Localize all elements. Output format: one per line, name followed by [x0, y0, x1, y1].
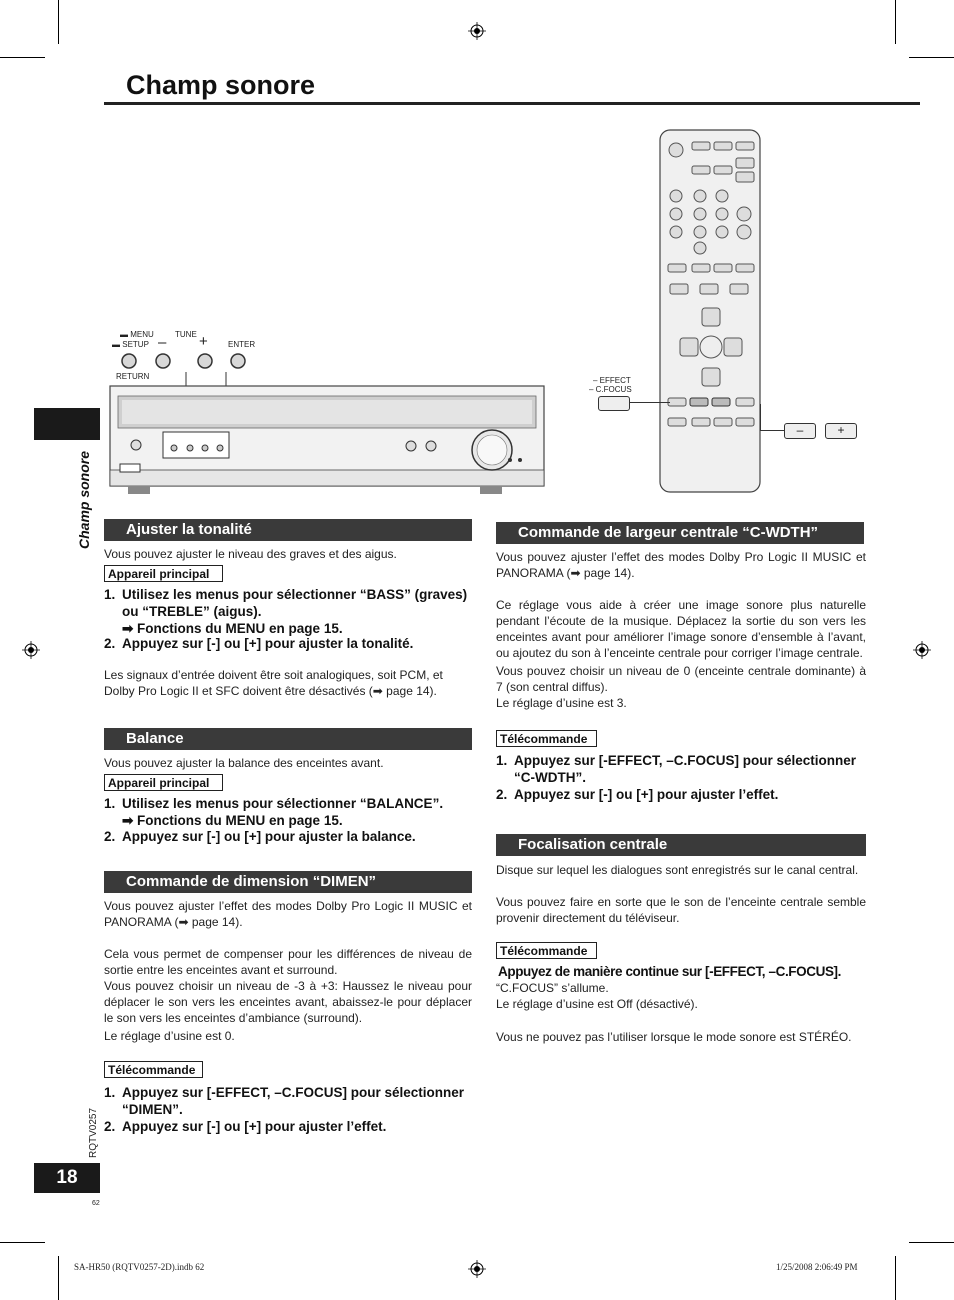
remote-control-illustration [658, 128, 762, 494]
dimen-para-3: Vous pouvez choisir un niveau de -3 à +3: Haussez le niveau pour déplacer le son vers les enceintes avant, abaissez-le pour déplacer le son vers les enceintes d’ambiance (surround). [104, 979, 472, 1025]
setup-label: ▬ SETUP [112, 340, 149, 349]
tonalite-note: Les signaux d’entrée doivent être soit analogiques, soit PCM, et Dolby Pro Logic II et SFC doivent être désactivés (➡ page 14). [104, 668, 443, 698]
crop-mark [895, 0, 896, 44]
dimen-para-4: Le réglage d’usine est 0. [104, 1029, 235, 1043]
footer-file-info: SA-HR50 (RQTV0257-2D).indb 62 [74, 1262, 205, 1272]
footer-timestamp: 1/25/2008 2:06:49 PM [776, 1262, 858, 1272]
cfocus-label: – C.FOCUS [589, 385, 632, 394]
callout-line [630, 402, 670, 403]
dimen-para-1: Vous pouvez ajuster l’effet des modes Dolby Pro Logic II MUSIC et PANORAMA (➡ page 14). [104, 899, 472, 929]
cwdth-para-4: Le réglage d’usine est 3. [496, 696, 627, 710]
focus-instruction: Appuyez de manière continue sur [-EFFECT, –C.FOCUS]. [498, 964, 841, 979]
tonalite-step-1: 1. Utilisez les menus pour sélectionner “BASS” (graves) ou “TREBLE” (aigus). ➡ Fonctions du MENU en page 15. [104, 587, 468, 636]
dimen-step-1: 1. Appuyez sur [-EFFECT, –C.FOCUS] pour sélectionner “DIMEN”. [104, 1085, 465, 1117]
crop-mark [909, 57, 954, 58]
section-heading-balance: Balance [104, 728, 472, 750]
balance-intro: Vous pouvez ajuster la balance des enceintes avant. [104, 756, 384, 770]
crop-mark [909, 1242, 954, 1243]
crop-mark [58, 1256, 59, 1300]
callout-line [760, 430, 784, 431]
return-label: RETURN [116, 372, 150, 381]
telecommande-label: Télécommande [496, 730, 597, 747]
effect-button-callout [598, 396, 630, 411]
section-heading-cwdth: Commande de largeur centrale “C-WDTH” [496, 522, 864, 544]
side-tab-marker [34, 408, 100, 440]
effect-label: – EFFECT [593, 376, 631, 385]
page-title: Champ sonore [126, 70, 316, 100]
minus-label: – [158, 334, 167, 351]
dimen-para-2: Cela vous permet de compenser pour les différences de niveau de sortie entre les enceintes avant et surround. [104, 947, 472, 977]
small-page-number: 62 [92, 1200, 100, 1207]
crop-mark [0, 1242, 45, 1243]
balance-step-1: 1. Utilisez les menus pour sélectionner “BALANCE”. ➡ Fonctions du MENU en page 15. [104, 796, 444, 828]
section-heading-focus: Focalisation centrale [496, 834, 866, 856]
registration-mark-icon [22, 641, 40, 659]
page-number: 18 [34, 1163, 100, 1193]
cwdth-para-1: Vous pouvez ajuster l’effet des modes Dolby Pro Logic II MUSIC et PANORAMA (➡ page 14). [496, 550, 866, 580]
dimen-step-2: 2. Appuyez sur [-] ou [+] pour ajuster l’effet. [104, 1119, 387, 1134]
title-divider [104, 102, 920, 105]
focus-para-2: Vous pouvez faire en sorte que le son de l’enceinte centrale semble provenir directement du téléviseur. [496, 895, 866, 925]
section-heading-dimen: Commande de dimension “DIMEN” [104, 871, 472, 893]
crop-mark [0, 57, 45, 58]
tonalite-step-2: 2. Appuyez sur [-] ou [+] pour ajuster la tonalité. [104, 636, 414, 651]
doc-code: RQTV0257 [88, 1107, 99, 1158]
menu-label: ▬ MENU [120, 330, 154, 339]
tonalite-intro: Vous pouvez ajuster le niveau des graves et des aigus. [104, 547, 397, 561]
cwdth-step-2: 2. Appuyez sur [-] ou [+] pour ajuster l’effet. [496, 787, 779, 802]
registration-mark-icon [468, 22, 486, 40]
crop-mark [58, 0, 59, 44]
cwdth-step-1: 1. Appuyez sur [-EFFECT, –C.FOCUS] pour sélectionner “C-WDTH”. [496, 753, 857, 785]
focus-instruction-2: “C.FOCUS” s’allume. [496, 981, 609, 995]
callout-line [760, 404, 761, 430]
appareil-principal-label: Appareil principal [104, 774, 223, 791]
main-unit-illustration [108, 350, 548, 496]
enter-label: ENTER [228, 340, 256, 349]
plus-label: + [199, 333, 208, 350]
telecommande-label: Télécommande [104, 1061, 203, 1078]
section-heading-tonalite: Ajuster la tonalité [104, 519, 472, 541]
tune-label: TUNE [175, 330, 197, 339]
plus-button-callout: + [825, 423, 857, 439]
focus-note: Vous ne pouvez pas l’utiliser lorsque le mode sonore est STÉRÉO. [496, 1030, 852, 1044]
focus-instruction-3: Le réglage d’usine est Off (désactivé). [496, 997, 698, 1011]
side-label: Champ sonore [76, 450, 92, 549]
cwdth-para-2: Ce réglage vous aide à créer une image sonore plus naturelle pendant l’écoute de la musique. Déplacez la sortie du son vers les enceintes avant pour améliorer l’image sonore d’ensemble à l’avant, ou ajoutez du son à l’enceinte centrale pour corriger l’image centrale. [496, 598, 866, 660]
cwdth-para-3: Vous pouvez choisir un niveau de 0 (enceinte centrale dominante) à 7 (son central diffus). [496, 664, 866, 694]
focus-para-1: Disque sur lequel les dialogues sont enregistrés sur le canal central. [496, 863, 859, 877]
crop-mark [895, 1256, 896, 1300]
minus-button-callout: – [784, 423, 816, 439]
appareil-principal-label: Appareil principal [104, 565, 223, 582]
telecommande-label: Télécommande [496, 942, 597, 959]
registration-mark-icon [913, 641, 931, 659]
balance-step-2: 2. Appuyez sur [-] ou [+] pour ajuster la balance. [104, 829, 416, 844]
registration-mark-icon [468, 1260, 486, 1278]
